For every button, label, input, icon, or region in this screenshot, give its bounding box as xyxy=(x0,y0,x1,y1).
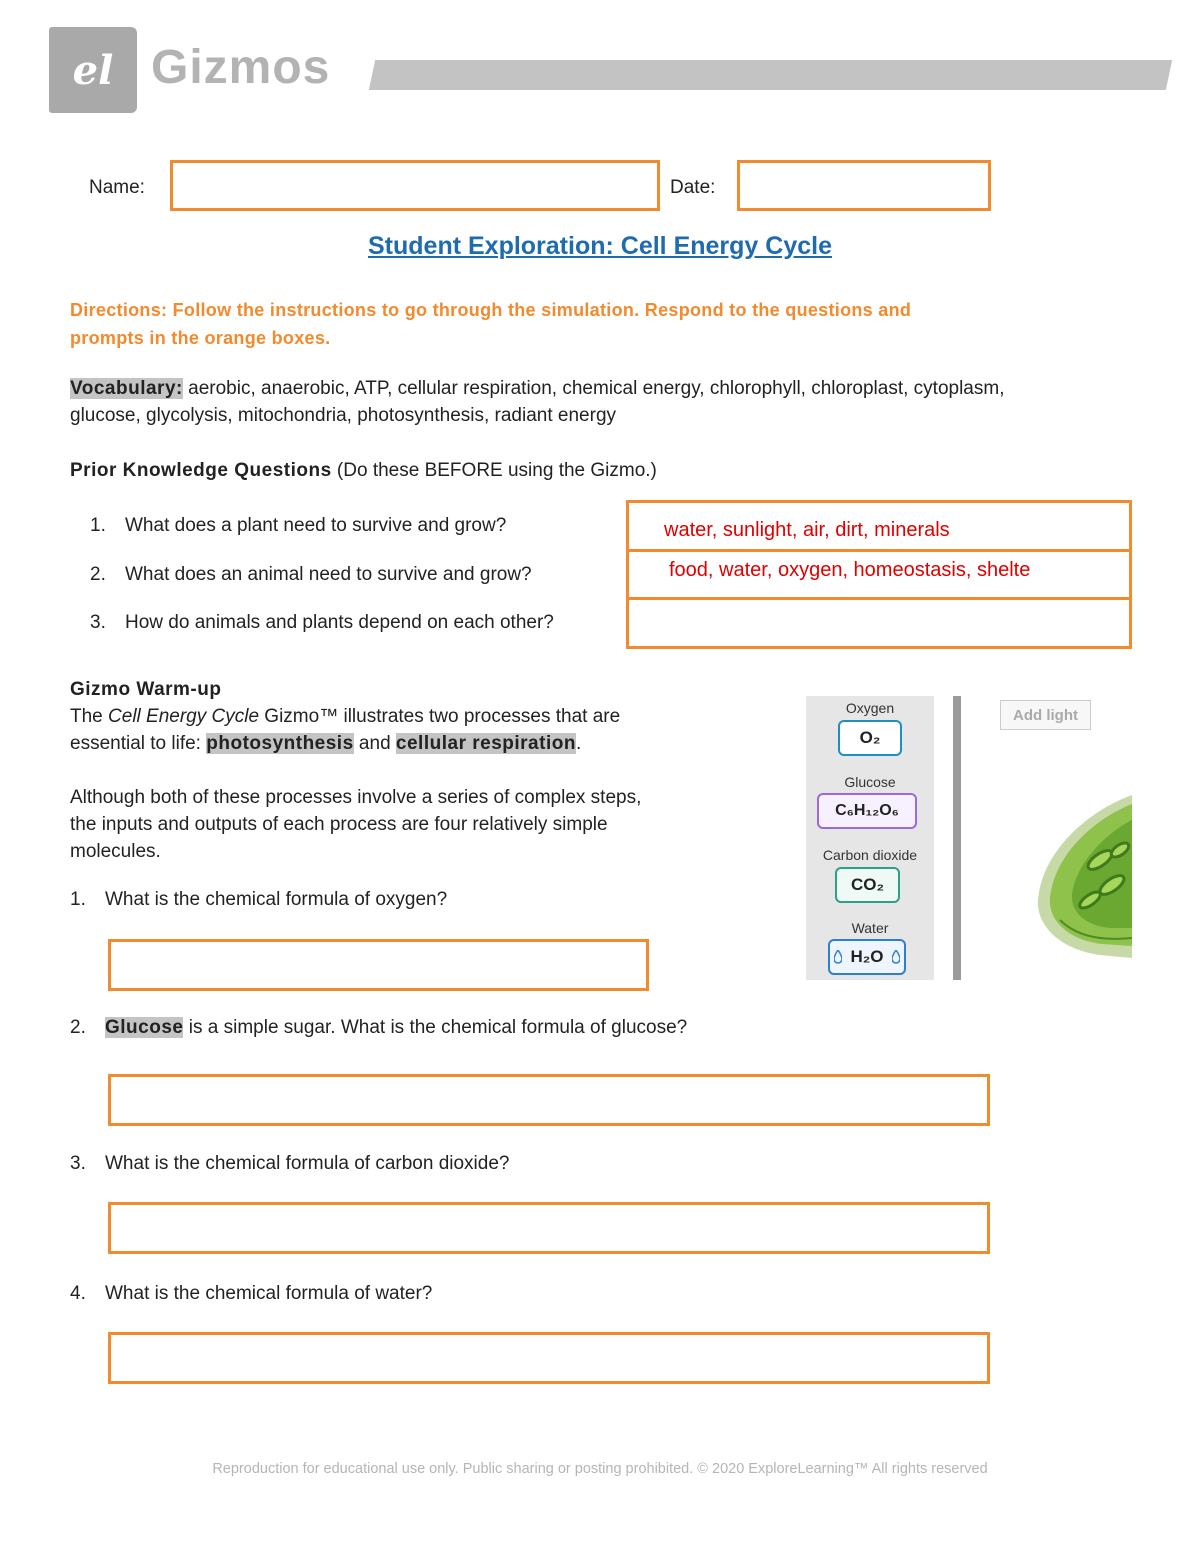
water-drop-icon xyxy=(834,950,842,964)
glucose-molecule[interactable]: C₆H₁₂O₆ xyxy=(817,793,917,829)
warmup-text: The xyxy=(70,706,109,727)
term-cellular-respiration: cellular respiration xyxy=(395,733,576,754)
wu-question-3-num: 3. xyxy=(70,1153,86,1174)
warmup-text: essential to life: xyxy=(70,733,207,754)
term-glucose: Glucose xyxy=(105,1017,184,1038)
wu-question-1: What is the chemical formula of oxygen? xyxy=(105,889,448,910)
vocabulary-line-1: aerobic, anaerobic, ATP, cellular respiration, chemical energy, chlorophyll, chloroplast, cytoplasm, xyxy=(182,378,1005,399)
directions-line-2: prompts in the orange boxes. xyxy=(70,328,331,348)
warmup-section xyxy=(70,676,770,865)
prior-knowledge-note: (Do these BEFORE using the Gizmo.) xyxy=(331,460,657,481)
date-label: Date: xyxy=(670,177,716,198)
date-field[interactable] xyxy=(737,160,991,211)
pk-answer-divider xyxy=(626,549,1132,552)
explorelearning-logo: el xyxy=(49,27,137,113)
pk-question-1: What does a plant need to survive and grow? xyxy=(125,515,507,536)
panel-divider xyxy=(953,696,961,980)
wu-answer-3[interactable] xyxy=(108,1202,990,1254)
pk-question-3: How do animals and plants depend on each other? xyxy=(125,612,554,633)
molecule-label-carbon-dioxide: Carbon dioxide xyxy=(822,847,918,863)
footer-copyright: Reproduction for educational use only. Public sharing or posting prohibited. © 2020 ExploreLearning™ All rights reserved xyxy=(212,1461,988,1477)
molecule-panel xyxy=(806,696,934,980)
chloroplast-image xyxy=(1030,790,1132,960)
warmup-text: and xyxy=(353,733,396,754)
name-field[interactable] xyxy=(170,160,660,211)
warmup-text: the inputs and outputs of each process are four relatively simple xyxy=(70,814,608,835)
wu-question-2-text: is a simple sugar. What is the chemical formula of glucose? xyxy=(183,1017,688,1038)
name-label: Name: xyxy=(89,177,145,198)
warmup-text: . xyxy=(575,733,582,754)
term-photosynthesis: photosynthesis xyxy=(206,733,354,754)
pk-question-3-num: 3. xyxy=(90,612,106,633)
wu-question-2 xyxy=(105,1017,687,1039)
vocabulary-line-2: glucose, glycolysis, mitochondria, photosynthesis, radiant energy xyxy=(70,405,617,426)
pk-answer-divider xyxy=(626,597,1132,600)
wu-question-2-num: 2. xyxy=(70,1017,86,1038)
pk-question-2-num: 2. xyxy=(90,564,106,585)
gizmos-brand: Gizmos xyxy=(151,41,331,94)
wu-answer-1[interactable] xyxy=(108,939,649,991)
page-title: Student Exploration: Cell Energy Cycle xyxy=(368,232,832,260)
molecule-label-water: Water xyxy=(851,920,889,936)
header-bar xyxy=(369,60,1172,90)
prior-knowledge-title: Prior Knowledge Questions xyxy=(70,460,332,481)
vocabulary-label: Vocabulary: xyxy=(70,378,183,399)
wu-question-4: What is the chemical formula of water? xyxy=(105,1283,433,1304)
gizmo-name: Cell Energy Cycle xyxy=(108,706,260,727)
molecule-label-oxygen: Oxygen xyxy=(845,700,895,716)
warmup-text: molecules. xyxy=(70,841,161,862)
directions-line-1: Directions: Follow the instructions to go through the simulation. Respond to the questions and xyxy=(70,300,912,320)
warmup-text: Gizmo™ illustrates two processes that are xyxy=(259,706,621,727)
directions xyxy=(70,296,1140,352)
pk-answer-2[interactable]: food, water, oxygen, homeostasis, shelte xyxy=(669,559,1031,581)
warmup-text: Although both of these processes involve a series of complex steps, xyxy=(70,787,642,808)
pk-question-1-num: 1. xyxy=(90,515,106,536)
molecule-label-glucose: Glucose xyxy=(844,774,896,790)
wu-answer-2[interactable] xyxy=(108,1074,990,1126)
wu-question-3: What is the chemical formula of carbon dioxide? xyxy=(105,1153,510,1174)
warmup-heading: Gizmo Warm-up xyxy=(70,679,222,700)
add-light-button[interactable]: Add light xyxy=(1000,700,1091,730)
water-formula: H₂O xyxy=(828,939,906,975)
prior-knowledge-heading xyxy=(70,457,657,484)
oxygen-molecule[interactable]: O₂ xyxy=(838,720,902,756)
wu-question-4-num: 4. xyxy=(70,1283,86,1304)
pk-answer-1[interactable]: water, sunlight, air, dirt, minerals xyxy=(664,519,950,541)
water-drop-icon xyxy=(892,950,900,964)
pk-question-2: What does an animal need to survive and grow? xyxy=(125,564,532,585)
water-molecule[interactable] xyxy=(828,939,906,975)
vocabulary xyxy=(70,375,1150,429)
carbon-dioxide-molecule[interactable]: CO₂ xyxy=(835,867,900,903)
wu-question-1-num: 1. xyxy=(70,889,86,910)
wu-answer-4[interactable] xyxy=(108,1332,990,1384)
